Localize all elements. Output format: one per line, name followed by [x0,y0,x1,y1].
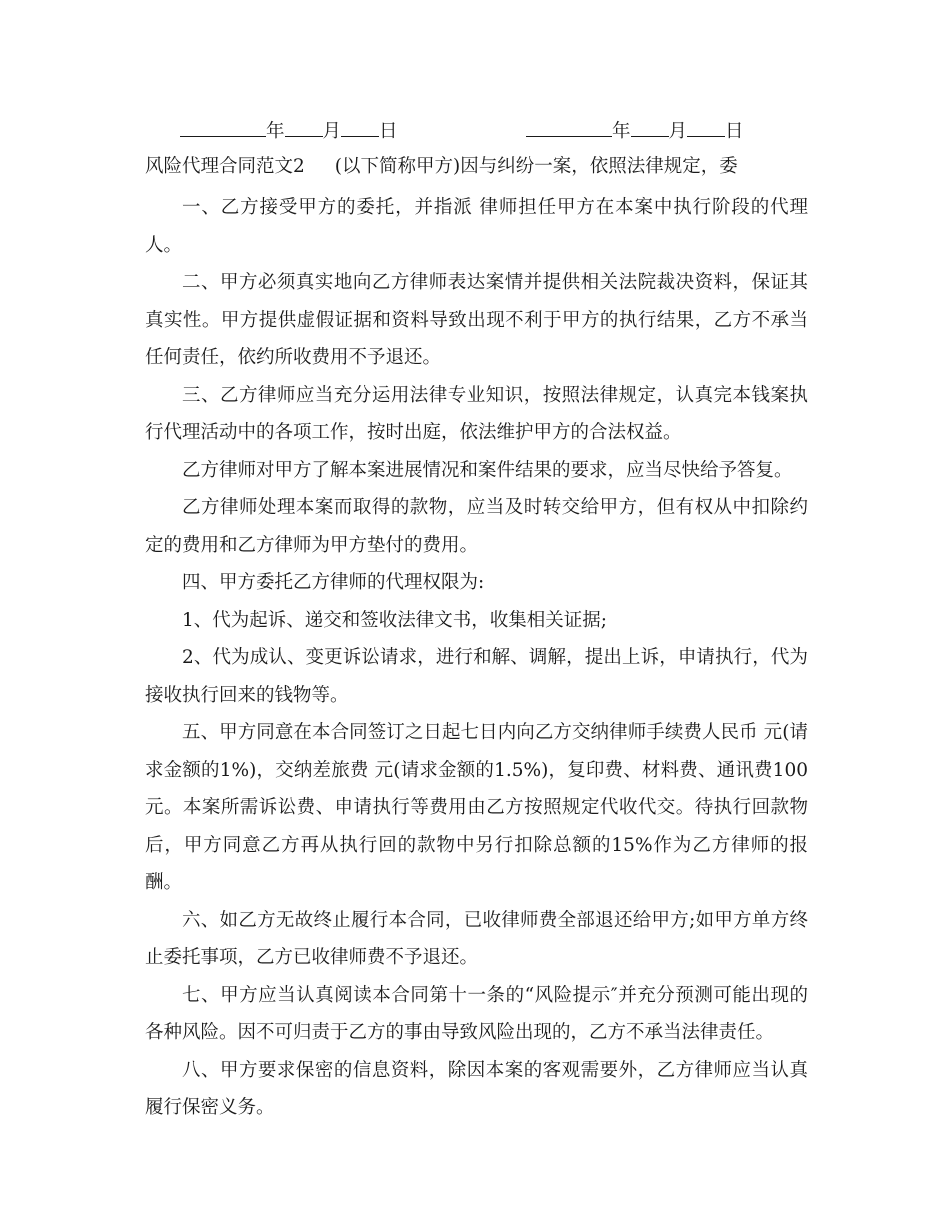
title-intro-text: (以下简称甲方)因与纠纷一案，依照法律规定，委 [334,156,738,177]
clause-8: 八、甲方要求保密的信息资料，除因本案的客观需要外，乙方律师应当认真履行保密义务。 [145,1059,808,1118]
clause-1: 一、乙方接受甲方的委托，并指派 律师担任甲方在本案中执行阶段的代理人。 [145,197,808,256]
month-label: 月 [322,121,342,142]
clause-4-item-2: 2、代为成认、变更诉讼请求，进行和解、调解，提出上诉，申请执行，代为接收执行回来的钱物等。 [145,647,808,706]
clause-4: 四、甲方委托乙方律师的代理权限为: [182,572,485,593]
month-label: 月 [668,121,688,142]
day-label: 日 [725,121,744,142]
day-blank [341,120,379,137]
clause-3-reply: 乙方律师对甲方了解本案进展情况和案件结果的要求，应当尽快给予答复。 [182,459,793,481]
clause-4-item-1: 1、代为起诉、递交和签收法律文书，收集相关证据; [182,609,608,631]
day-blank [687,120,725,137]
year-blank [180,120,266,137]
title-line [145,156,738,178]
document-title: 风险代理合同范文2 [145,156,305,177]
clause-5: 五、甲方同意在本合同签订之日起七日内向乙方交纳律师手续费人民币 元(请求金额的1%)，交纳差旅费 元(请求金额的1.5%)，复印费、材料费、通讯费100元。本案所需诉讼费、申请执行等费用由乙方按照规定代收代交。待执行回款物后，甲方同意乙方再从执行回的款物中另行扣除总额的15%作为乙方律师的报酬。 [145,722,808,893]
date-line-right [526,120,744,143]
clause-3: 三、乙方律师应当充分运用法律专业知识，按照法律规定，认真完本钱案执行代理活动中的各项工作，按时出庭，依法维护甲方的合法权益。 [145,384,808,443]
year-blank [526,120,612,137]
month-blank [631,120,669,137]
contract-body [145,189,808,1127]
clause-3-property: 乙方律师处理本案而取得的款物，应当及时转交给甲方，但有权从中扣除约定的费用和乙方律师为甲方垫付的费用。 [145,497,808,556]
month-blank [285,120,323,137]
clause-2: 二、甲方必须真实地向乙方律师表达案情并提供相关法院裁决资料，保证其真实性。甲方提供虚假证据和资料导致出现不利于甲方的执行结果，乙方不承当任何责任，依约所收费用不予退还。 [145,272,808,368]
year-label: 年 [612,121,631,142]
date-line-left [180,120,398,143]
clause-6: 六、如乙方无故终止履行本合同，已收律师费全部退还给甲方;如甲方单方终止委托事项，乙方已收律师费不予退还。 [145,909,808,968]
clause-7: 七、甲方应当认真阅读本合同第十一条的“风险提示″并充分预测可能出现的各种风险。因不可归责于乙方的事由导致风险出现的，乙方不承当法律责任。 [145,984,808,1043]
year-label: 年 [266,121,285,142]
day-label: 日 [379,121,398,142]
